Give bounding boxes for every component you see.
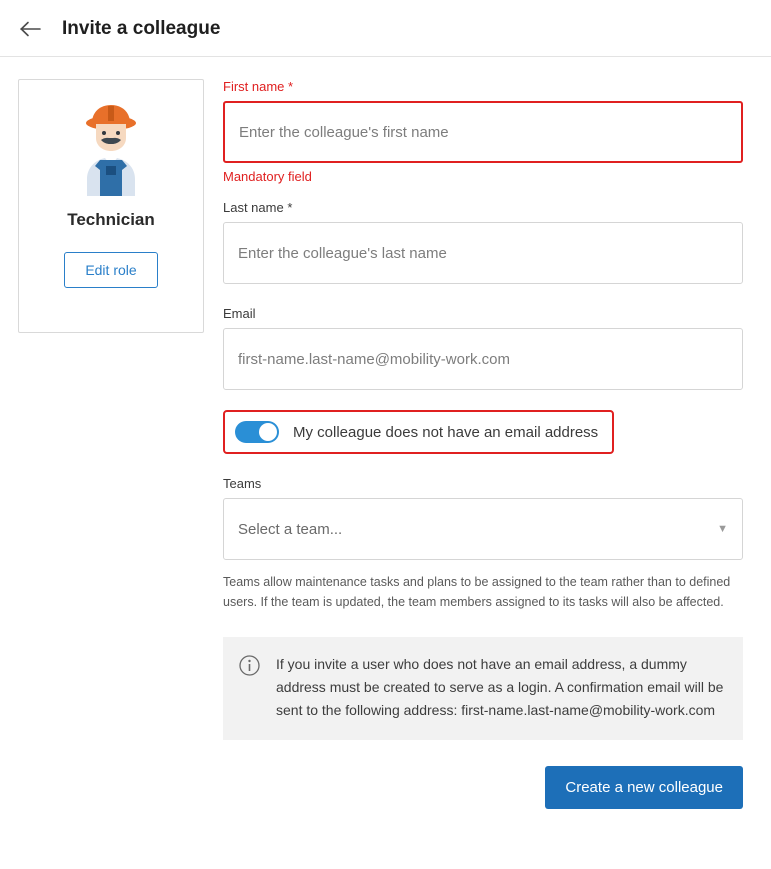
teams-field <box>223 476 743 613</box>
spacer-2 <box>223 454 743 476</box>
last-name-label <box>223 200 743 215</box>
first-name-error: Mandatory field <box>223 169 312 184</box>
info-box <box>223 637 743 741</box>
last-name-input[interactable] <box>223 222 743 284</box>
teams-helper-text: Teams allow maintenance tasks and plans to be assigned to the team rather than to defined users. If the team is updated, the team members assigned to its tasks will also be affected. <box>223 575 731 610</box>
email-input[interactable] <box>223 328 743 390</box>
no-email-toggle-label: My colleague does not have an email address <box>293 423 599 441</box>
info-circle-icon <box>239 655 260 676</box>
info-text: If you invite a user who does not have an email address, a dummy address must be created to serve as a login. A confirmation email will be sent to the following address: first-name.last-name@mobility-work.com <box>276 655 724 718</box>
page-title: Invite a colleague <box>62 18 221 39</box>
first-name-label-text: First name <box>223 79 285 94</box>
first-name-label <box>223 79 743 94</box>
invite-form <box>223 79 743 809</box>
email-field <box>223 306 743 390</box>
first-name-field <box>223 79 743 184</box>
email-label: Email <box>223 306 256 321</box>
no-email-toggle-highlight <box>223 410 614 454</box>
role-name: Technician <box>67 210 155 229</box>
invite-form-layout <box>0 57 771 809</box>
teams-select-value: Select a team... <box>238 520 343 538</box>
teams-label: Teams <box>223 476 262 491</box>
first-name-input[interactable] <box>223 101 743 163</box>
last-name-required-marker: * <box>287 200 293 215</box>
technician-avatar-icon <box>65 100 157 196</box>
page-header <box>0 0 771 57</box>
create-colleague-button[interactable]: Create a new colleague <box>545 766 743 809</box>
required-marker: * <box>288 79 294 94</box>
edit-role-button[interactable]: Edit role <box>64 252 157 288</box>
last-name-field <box>223 200 743 284</box>
arrow-left-icon[interactable] <box>18 16 44 42</box>
form-footer <box>223 766 743 809</box>
chevron-down-icon: ▼ <box>717 523 728 535</box>
no-email-toggle[interactable] <box>235 421 279 443</box>
last-name-label-text: Last name <box>223 200 284 215</box>
role-card <box>18 79 204 333</box>
teams-select[interactable] <box>223 498 743 560</box>
spacer <box>223 284 743 306</box>
